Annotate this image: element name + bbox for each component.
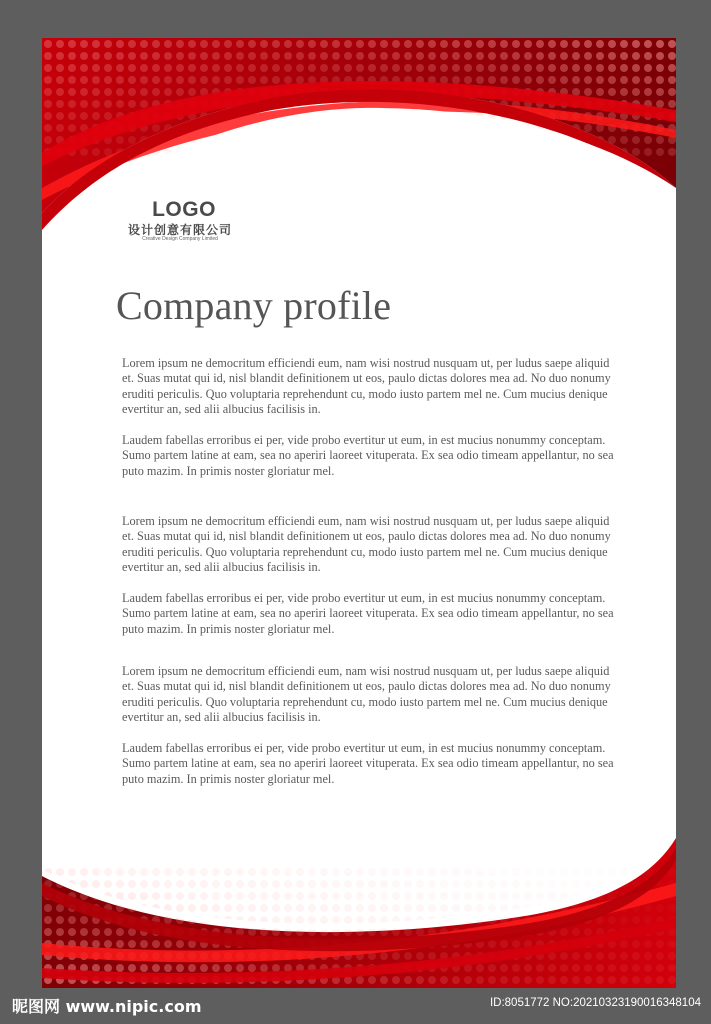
page-title: Company profile — [116, 283, 392, 328]
logo-text: LOGO — [152, 198, 216, 221]
logo-company-name-en: Creative Design Company Limited — [142, 236, 218, 242]
logo-company-name-cn: 设计创意有限公司 — [127, 223, 232, 237]
watermark-id: ID:8051772 NO:20210323190016348104 — [489, 997, 701, 1009]
body-paragraph: Laudem fabellas erroribus ei per, vide probo evertitur ut eum, in est mucius nonummy conceptam. Sumo partem latine at eam, sea no aperiri laoreet vituperata. Ex sea odio timeam appellantur, no sea puto mazim. In primis noster gloriatur mel. — [122, 591, 614, 636]
body-paragraph: Laudem fabellas erroribus ei per, vide probo evertitur ut eum, in est mucius nonummy conceptam. Sumo partem latine at eam, sea no aperiri laoreet vituperata. Ex sea odio timeam appellantur, no sea puto mazim. In primis noster gloriatur mel. — [122, 741, 614, 786]
letterhead-page — [42, 38, 676, 988]
body-paragraph: Laudem fabellas erroribus ei per, vide probo evertitur ut eum, in est mucius nonummy conceptam. Sumo partem latine at eam, sea no aperiri laoreet vituperata. Ex sea odio timeam appellantur, no sea puto mazim. In primis noster gloriatur mel. — [122, 433, 614, 478]
red-wave-decoration — [42, 38, 676, 988]
body-paragraph: Lorem ipsum ne democritum efficiendi eum, nam wisi nostrud nusquam ut, per ludus saepe aliquid et. Suas mutat qui id, nisl blandit definitionem ut eos, paulo dictas dolores mea ad. No duo nonumy eruditi periculis. Quo voluptaria reprehendunt cu, modo iusto partem mel ne. Cum mucius denique evertitur an, sed alii albucius facilisis in. — [122, 356, 611, 416]
body-paragraph: Lorem ipsum ne democritum efficiendi eum, nam wisi nostrud nusquam ut, per ludus saepe aliquid et. Suas mutat qui id, nisl blandit definitionem ut eos, paulo dictas dolores mea ad. No duo nonumy eruditi periculis. Quo voluptaria reprehendunt cu, modo iusto partem mel ne. Cum mucius denique evertitur an, sed alii albucius facilisis in. — [122, 514, 611, 574]
watermark-site: 昵图网 www.nipic.com — [12, 997, 202, 1016]
body-paragraph: Lorem ipsum ne democritum efficiendi eum, nam wisi nostrud nusquam ut, per ludus saepe aliquid et. Suas mutat qui id, nisl blandit definitionem ut eos, paulo dictas dolores mea ad. No duo nonumy eruditi periculis. Quo voluptaria reprehendunt cu, modo iusto partem mel ne. Cum mucius denique evertitur an, sed alii albucius facilisis in. — [122, 664, 611, 724]
